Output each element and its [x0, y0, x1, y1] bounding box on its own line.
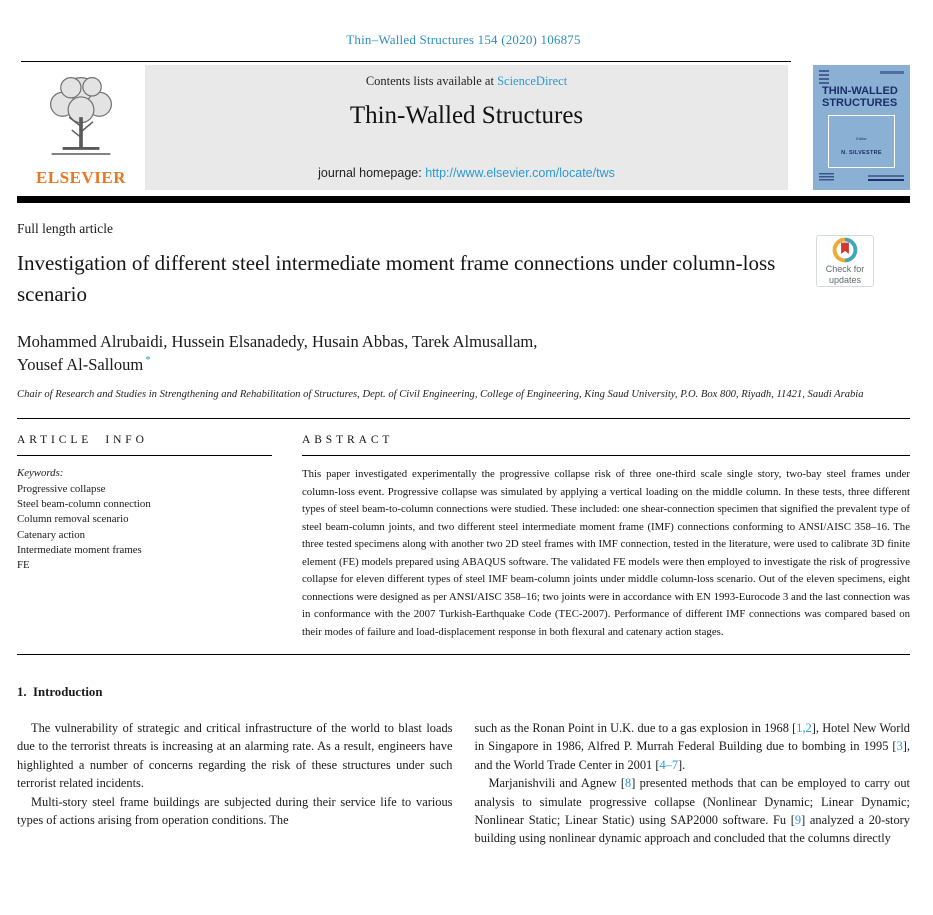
homepage-label: journal homepage: [318, 166, 426, 180]
contents-list-line [366, 74, 567, 89]
keyword-item: FE [17, 559, 30, 572]
citation-link[interactable]: 3 [896, 739, 903, 754]
section-heading-introduction: 1. Introduction [17, 685, 103, 700]
article-info-column [17, 419, 272, 641]
crossmark-icon [832, 237, 858, 263]
text-segment: ]. [678, 757, 686, 772]
elsevier-wordmark: ELSEVIER [36, 168, 126, 187]
divider-bar [17, 196, 910, 203]
journal-banner [145, 65, 788, 190]
section-rule-bottom [17, 654, 910, 655]
citation-link[interactable]: 4–7 [659, 757, 679, 772]
keyword-item: Steel beam-column connection [17, 497, 151, 510]
elsevier-tree-icon [35, 70, 127, 168]
article-type-label: Full length article [17, 221, 113, 236]
article-info-rule [17, 455, 272, 456]
citation-link[interactable]: 8 [625, 776, 632, 791]
check-for-updates-badge[interactable] [816, 235, 874, 287]
text-segment: ] presented methods that can be employed to carry out analysis to simulate progressive collapse (Nonlinear Dynamic; Linear Dynamic; Nonlinear Static; Linear Static) using SAP2000 software. Fu [ [474, 776, 910, 827]
cover-title: THIN-WALLED STRUCTURES [822, 85, 898, 109]
paragraph [475, 719, 911, 774]
journal-header [17, 65, 910, 190]
affiliation: Chair of Research and Studies in Strengthening and Rehabilitation of Structures, Dept. of Civil Engineering, College of Engineering, King Saud University, P.O. Box 800, Riyadh, 11421, Saudi Arabia [17, 388, 864, 400]
abstract-text: This paper investigated experimentally the progressive collapse risk of three one-third scale single story, two-bay steel frames under column-loss event. Progressive collapse was simulated by applying a vertical loading on the middle column. In these tests, three different types of steel beam-to-column connections were studied. These included: one shear-connection specimen that signified the prevalent type of steel beam-column joints, and two different steel intermediate moment frame (IMF) connections conforming to ANSI/AISC 358–16. The three tested specimens along with another two 2D steel frames with IMF connection, tested in the literature, were used to calibrate 3D finite element (FE) models prepared using ABAQUS software. The validated FE models were then employed to investigate the risk of progressive collapse for eleven different types of steel IMF beam-column joints under middle column-loss scenario. Out of the eleven specimens, eight connections were designed as per ANSI/AISC 358–16; two joints were in accordance with EN 1993-Eurocode 3 and the last connection was in conformance with the 2007 Turkish-Earthquake Code (TEC-2007). Performance of different IMF connections was compared based on their modes of failure and load-displacement response in both flexural and catenary action stages. [302, 468, 910, 638]
abstract-heading: ABSTRACT [302, 434, 394, 447]
keyword-item: Intermediate moment frames [17, 543, 142, 556]
authors-line-2: Yousef Al-Salloum * [17, 354, 151, 374]
cover-editor: Editor N. SILVESTRE [841, 136, 882, 156]
journal-homepage-line [318, 166, 615, 180]
text-segment: ], and the World Trade Center in 2001 [ [474, 739, 910, 772]
badge-label: Check for updates [825, 264, 865, 285]
cover-emblem-icon [819, 70, 829, 84]
keywords-list [17, 482, 272, 574]
keywords-block [17, 466, 272, 573]
text-segment: Multi-story steel frame buildings are subjected during their service life to various types of actions arising from operation conditions. The [17, 794, 453, 827]
sciencedirect-link[interactable]: ScienceDirect [497, 74, 568, 88]
paragraph [475, 774, 911, 847]
header-rule [21, 61, 791, 62]
corresponding-author-mark[interactable]: * [145, 354, 151, 367]
intro-right-column [475, 719, 911, 848]
text-segment: ], Hotel New World in Singapore in 1986, Alfred P. Murrah Federal Building due to bombing in 1995 [ [474, 721, 910, 754]
cover-frame [828, 115, 895, 168]
intro-left-column [17, 719, 453, 848]
homepage-link[interactable]: http://www.elsevier.com/locate/tws [425, 166, 615, 180]
keyword-item: Catenary action [17, 528, 86, 541]
journal-cover-thumbnail [813, 65, 910, 190]
text-segment: Marjanishvili and Agnew [ [488, 776, 626, 791]
keyword-item: Column removal scenario [17, 513, 129, 526]
text-segment: ] analyzed a 20-story building using nonlinear dynamic approach and concluded that the columns directly [474, 812, 911, 846]
citation-link[interactable]: 9 [794, 812, 802, 827]
cover-society-logo [819, 173, 834, 182]
keyword-item: Progressive collapse [17, 482, 106, 495]
article-title: Investigation of different steel intermediate moment frame connections under column-loss scenario [17, 251, 776, 306]
authors [17, 330, 910, 376]
journal-title: Thin-Walled Structures [349, 102, 584, 129]
citation-link[interactable]: 1,2 [796, 721, 812, 736]
article-head [17, 221, 910, 402]
authors-line-1: Mohammed Alrubaidi, Hussein Elsanadedy, Husain Abbas, Tarek Almusallam, [17, 331, 538, 351]
abstract-rule [302, 455, 910, 456]
contents-list-text: Contents lists available at [365, 74, 498, 88]
info-abstract-section [17, 419, 910, 641]
paragraph [17, 793, 453, 830]
paragraph [17, 719, 453, 792]
abstract-column [302, 419, 910, 641]
article-info-heading: ARTICLE INFO [17, 434, 148, 447]
introduction-body [17, 719, 910, 848]
journal-citation: Thin–Walled Structures 154 (2020) 106875 [346, 32, 581, 47]
text-segment: such as the Ronan Point in U.K. due to a gas explosion in 1968 [ [474, 721, 797, 736]
cover-issue-text [880, 71, 904, 74]
text-segment: The vulnerability of strategic and critical infrastructure of the world to blast loads due to the terrorist threats is increasing at an alarming rate. As a result, engineers have highlighted a number of concerns regarding the risk of these structures under such terrorist related incidents. [17, 721, 453, 791]
elsevier-logo [17, 65, 145, 190]
cover-sciencedirect-mark [868, 175, 904, 183]
keywords-label: Keywords: [17, 467, 64, 480]
